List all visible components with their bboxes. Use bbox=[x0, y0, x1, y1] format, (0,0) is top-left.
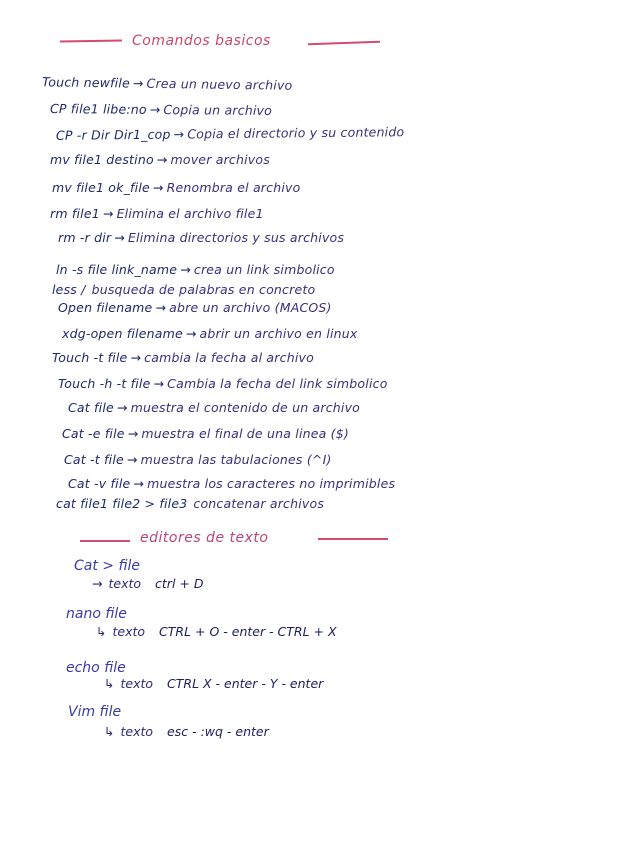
command-line: Cat -t file → muestra las tabulaciones (^I) bbox=[64, 452, 332, 467]
command-line: Open filename → abre un archivo (MACOS) bbox=[58, 300, 332, 315]
editors-rule-left bbox=[80, 540, 130, 542]
editor-keys: ↳ texto CTRL X - enter - Y - enter bbox=[104, 676, 324, 691]
command-line: ln -s file link_name → crea un link simbolico bbox=[56, 262, 335, 277]
title-rule-right bbox=[308, 41, 380, 46]
command-line: cat file1 file2 > file3 concatenar archivos bbox=[56, 496, 325, 511]
section-title-text-editors: editores de texto bbox=[140, 530, 269, 546]
command-line: mv file1 destino → mover archivos bbox=[50, 152, 270, 167]
command-line: Touch -h -t file → Cambia la fecha del link simbolico bbox=[58, 376, 388, 391]
command-line: less / busqueda de palabras en concreto bbox=[52, 282, 316, 297]
editor-keys: ↳ texto CTRL + O - enter - CTRL + X bbox=[96, 624, 337, 639]
section-title-basic-commands: Comandos basicos bbox=[132, 33, 271, 49]
command-line: rm -r dir → Elimina directorios y sus archivos bbox=[58, 230, 345, 245]
editor-keys: ↳ texto esc - :wq - enter bbox=[104, 724, 269, 739]
command-line: xdg-open filename → abrir un archivo en linux bbox=[62, 326, 358, 341]
command-line: Cat -e file → muestra el final de una linea ($) bbox=[62, 426, 349, 441]
command-line: rm file1 → Elimina el archivo file1 bbox=[50, 206, 264, 221]
command-line: Touch -t file → cambia la fecha al archivo bbox=[52, 350, 314, 365]
editor-command: nano file bbox=[66, 606, 127, 622]
editor-keys: → texto ctrl + D bbox=[92, 576, 204, 591]
command-line: Cat -v file → muestra los caracteres no imprimibles bbox=[68, 476, 396, 491]
command-line: CP file1 libe:no → Copia un archivo bbox=[49, 101, 273, 118]
command-line: Cat file → muestra el contenido de un archivo bbox=[68, 400, 361, 415]
editor-command: Vim file bbox=[68, 704, 122, 720]
editors-rule-right bbox=[318, 538, 388, 540]
title-rule-left bbox=[60, 39, 122, 42]
editor-command: echo file bbox=[66, 660, 126, 676]
command-line: CP -r Dir Dir1_cop → Copia el directorio y su contenido bbox=[55, 124, 405, 143]
editor-command: Cat > file bbox=[74, 558, 141, 574]
command-line: Touch newfile → Crea un nuevo archivo bbox=[41, 74, 293, 93]
command-line: mv file1 ok_file → Renombra el archivo bbox=[52, 180, 301, 195]
